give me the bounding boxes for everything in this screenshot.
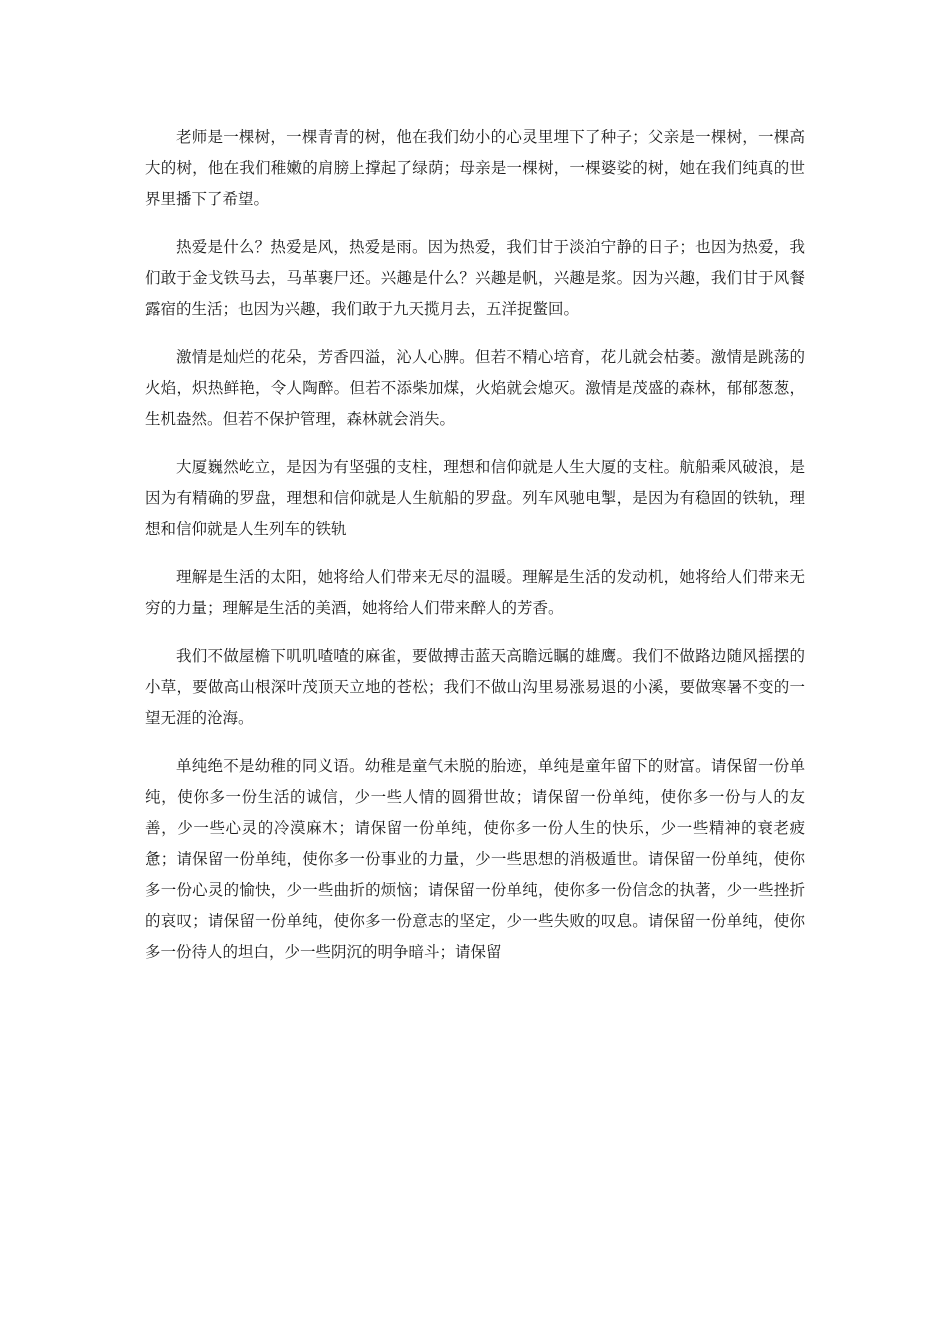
paragraph-eagle-pine-sea: 我们不做屋檐下叽叽喳喳的麻雀，要做搏击蓝天高瞻远瞩的雄鹰。我们不做路边随风摇摆的小草，要做高山根深叶茂顶天立地的苍松；我们不做山沟里易涨易退的小溪，要做寒暑不变的一望无涯的沧海。: [145, 647, 805, 727]
paragraph-understanding: 理解是生活的太阳，她将给人们带来无尽的温暖。理解是生活的发动机，她将给人们带来无穷的力量；理解是生活的美酒，她将给人们带来醉人的芳香。: [145, 568, 805, 617]
paragraph-passion-interest: 热爱是什么？热爱是风，热爱是雨。因为热爱，我们甘于淡泊宁静的日子；也因为热爱，我们敢于金戈铁马去，马革裹尸还。兴趣是什么？兴趣是帆，兴趣是浆。因为兴趣，我们甘于风餐露宿的生活；也因为兴趣，我们敢于九天揽月去，五洋捉鳖回。: [145, 238, 805, 318]
paragraph-teacher-tree: 老师是一棵树，一棵青青的树，他在我们幼小的心灵里埋下了种子；父亲是一棵树，一棵高大的树，他在我们稚嫩的肩膀上撑起了绿荫；母亲是一棵树，一棵婆娑的树，她在我们纯真的世界里播下了希望。: [145, 128, 805, 208]
paragraph-ideals-faith: 大厦巍然屹立，是因为有坚强的支柱，理想和信仰就是人生大厦的支柱。航船乘风破浪，是因为有精确的罗盘，理想和信仰就是人生航船的罗盘。列车风驰电掣，是因为有稳固的铁轨，理想和信仰就是人生列车的铁轨: [145, 458, 805, 538]
paragraph-enthusiasm: 激情是灿烂的花朵，芳香四溢，沁人心脾。但若不精心培育，花儿就会枯萎。激情是跳荡的火焰，炽热鲜艳，令人陶醉。但若不添柴加煤，火焰就会熄灭。激情是茂盛的森林，郁郁葱葱，生机盎然。但若不保护管理，森林就会消失。: [145, 348, 805, 428]
paragraph-simplicity: 单纯绝不是幼稚的同义语。幼稚是童气未脱的胎迹，单纯是童年留下的财富。请保留一份单纯，使你多一份生活的诚信，少一些人情的圆猾世故；请保留一份单纯，使你多一份与人的友善，少一些心灵的冷漠麻木；请保留一份单纯，使你多一份人生的快乐，少一些精神的衰老疲惫；请保留一份单纯，使你多一份事业的力量，少一些思想的消极遁世。请保留一份单纯，使你多一份心灵的愉快，少一些曲折的烦恼；请保留一份单纯，使你多一份信念的执著，少一些挫折的哀叹；请保留一份单纯，使你多一份意志的坚定，少一些失败的叹息。请保留一份单纯，使你多一份待人的坦白，少一些阴沉的明争暗斗；请保留: [145, 757, 805, 961]
document-page: [145, 122, 805, 985]
